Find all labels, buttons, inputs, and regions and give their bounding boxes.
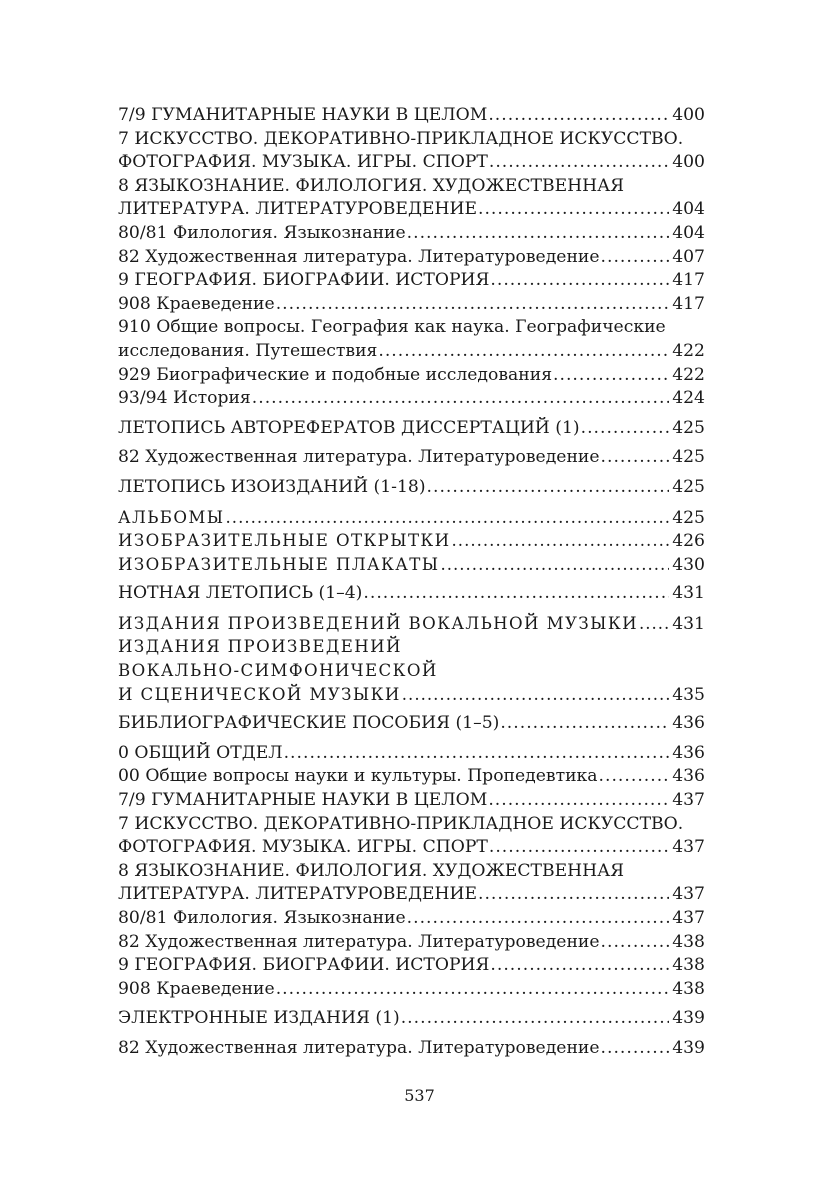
dot-leader [284,742,670,766]
toc-entry[interactable] [118,529,705,553]
toc-entry-page: 438 [672,955,705,976]
dot-leader [407,907,670,931]
dot-leader [639,612,669,636]
toc-entry[interactable] [118,387,705,411]
toc-entry[interactable] [118,269,705,293]
toc-entry[interactable] [118,712,705,736]
toc-entry-title: 929 Биографические и подобные исследования [118,364,553,385]
toc-entry[interactable] [118,813,705,860]
toc-entry-title: 908 Краеведение [118,293,275,314]
toc-entry-page: 400 [672,105,705,125]
toc-entry-page: 430 [672,554,705,575]
toc-entry-line [118,506,705,530]
dot-leader [440,553,669,577]
toc-entry-line [118,446,705,470]
toc-entry-line [118,612,705,636]
toc-entry-title: ЛЕТОПИСЬ АВТОРЕФЕРАТОВ ДИССЕРТАЦИЙ (1) [118,417,580,438]
toc-entry-page: 425 [672,447,705,468]
toc-entry[interactable] [118,476,705,500]
toc-entry-title: 7 ИСКУССТВО. ДЕКОРАТИВНО-ПРИКЛАДНОЕ ИСКУССТВО. [118,128,684,149]
toc-entry-line [118,907,705,931]
toc-entry-page: 437 [672,884,705,905]
dot-leader [427,476,670,500]
toc-entry-title: 80/81 Филология. Языкознание [118,222,406,243]
toc-entry-title: 908 Краеведение [118,978,275,999]
toc-entry-line [118,789,705,813]
toc-entry-page: 431 [672,613,705,634]
dot-leader [363,582,669,606]
toc-entry-title: ЭЛЕКТРОННЫЕ ИЗДАНИЯ (1) [118,1008,400,1029]
toc-entry[interactable] [118,765,705,789]
toc-entry-page: 438 [672,931,705,952]
dot-leader [489,836,669,860]
toc-entry-title: 82 Художественная литература. Литературоведение [118,931,600,952]
toc-entry-line [118,978,705,1002]
dot-leader [478,198,669,222]
toc-entry-title: 910 Общие вопросы. География как наука. Географические [118,317,666,338]
dot-leader [581,417,670,441]
toc-entry-title: НОТНАЯ ЛЕТОПИСЬ (1–4) [118,583,363,604]
toc-entry[interactable] [118,635,705,706]
toc-entry[interactable] [118,364,705,388]
toc-entry-line [118,293,705,317]
toc-entry[interactable] [118,316,705,363]
toc-entry[interactable] [118,1007,705,1031]
toc-entry-title: И СЦЕНИЧЕСКОЙ МУЗЫКИ [118,684,401,704]
toc-entry[interactable] [118,1037,705,1061]
toc-entry[interactable] [118,104,705,128]
toc-entry-line [118,813,705,837]
toc-entry-line [118,635,705,659]
toc-entry-page: 439 [672,1037,705,1058]
toc-entry-line [118,659,705,683]
toc-entry-line [118,476,705,500]
toc-entry-title: 00 Общие вопросы науки и культуры. Пропедевтика [118,766,598,787]
toc-entry-line [118,364,705,388]
dot-leader [599,765,670,789]
toc-entry-title: АЛЬБОМЫ [118,507,225,527]
dot-leader [500,712,669,736]
toc-entry[interactable] [118,789,705,813]
toc-entry-title: 9 ГЕОГРАФИЯ. БИОГРАФИИ. ИСТОРИЯ [118,955,490,976]
toc-entry-line [118,151,705,175]
dot-leader [488,104,669,128]
toc-entry-page: 422 [672,340,705,361]
toc-entry-title: 93/94 История [118,388,251,409]
dot-leader [252,387,669,411]
toc-entry[interactable] [118,506,705,530]
toc-entry[interactable] [118,128,705,175]
toc-entry-title: 8 ЯЗЫКОЗНАНИЕ. ФИЛОЛОГИЯ. ХУДОЖЕСТВЕННАЯ [118,175,624,196]
toc-entry[interactable] [118,931,705,955]
dot-leader [378,340,669,364]
toc-entry[interactable] [118,612,705,636]
toc-entry-title: 8 ЯЗЫКОЗНАНИЕ. ФИЛОЛОГИЯ. ХУДОЖЕСТВЕННАЯ [118,860,624,881]
toc-entry-page: 436 [672,713,705,734]
dot-leader [226,506,670,530]
toc-entry-page: 417 [672,293,705,314]
toc-entry-line [118,712,705,736]
dot-leader [489,151,669,175]
toc-entry-page: 417 [672,270,705,291]
toc-entry-line [118,553,705,577]
toc-entry-title: 7/9 ГУМАНИТАРНЫЕ НАУКИ В ЦЕЛОМ [118,790,488,811]
dot-leader [601,1037,670,1061]
toc-entry-line [118,417,705,441]
toc-entry-title: ФОТОГРАФИЯ. МУЗЫКА. ИГРЫ. СПОРТ [118,837,488,858]
toc-entry-title: исследования. Путешествия [118,340,378,361]
toc-entry-line [118,883,705,907]
toc-entry-page: 400 [672,152,705,173]
toc-entry-line [118,269,705,293]
toc-entry[interactable] [118,417,705,441]
toc-entry-title: ЛЕТОПИСЬ ИЗОИЗДАНИЙ (1-18) [118,476,426,497]
toc-entry-page: 436 [672,742,705,763]
toc-entry-line [118,1037,705,1061]
toc-entry[interactable] [118,553,705,577]
dot-leader [452,529,670,553]
toc-entry-title: 82 Художественная литература. Литературоведение [118,246,600,267]
toc-entry-title: ИЗДАНИЯ ПРОИЗВЕДЕНИЙ [118,637,402,657]
toc-entry-page: 437 [672,837,705,858]
toc-entry-title: ИЗДАНИЯ ПРОИЗВЕДЕНИЙ ВОКАЛЬНОЙ МУЗЫКИ [118,613,638,633]
toc-entry-title: 7/9 ГУМАНИТАРНЫЕ НАУКИ В ЦЕЛОМ [118,105,488,125]
toc-entry-title: 9 ГЕОГРАФИЯ. БИОГРАФИИ. ИСТОРИЯ [118,270,490,291]
toc-entry-title: ВОКАЛЬНО-СИМФОНИЧЕСКОЙ [118,661,438,681]
toc-entry-title: 82 Художественная литература. Литературоведение [118,1037,600,1058]
toc-entry-title: БИБЛИОГРАФИЧЕСКИЕ ПОСОБИЯ (1–5) [118,713,500,734]
dot-leader [276,293,670,317]
toc-entry-page: 407 [672,246,705,267]
toc-entry-title: ЛИТЕРАТУРА. ЛИТЕРАТУРОВЕДЕНИЕ [118,884,477,905]
toc-entry[interactable] [118,446,705,470]
toc-entry[interactable] [118,860,705,907]
toc-entry-page: 439 [672,1008,705,1029]
toc-entry-title: ЛИТЕРАТУРА. ЛИТЕРАТУРОВЕДЕНИЕ [118,199,477,220]
toc-entry-page: 435 [672,684,705,705]
toc-entry-page: 424 [672,388,705,409]
toc-entry-page: 425 [672,417,705,438]
toc-entry[interactable] [118,954,705,978]
toc-entry-line [118,1007,705,1031]
toc-entry-line [118,104,705,128]
toc-entry[interactable] [118,978,705,1002]
toc-entry-page: 437 [672,790,705,811]
dot-leader [401,1007,669,1031]
toc-entry-line [118,128,705,152]
dot-leader [601,446,670,470]
toc-entry-line [118,582,705,606]
toc-entry[interactable] [118,222,705,246]
page-number: 537 [404,1086,435,1105]
toc-entry-page: 431 [672,583,705,604]
toc-entry-line [118,765,705,789]
dot-leader [402,683,669,707]
toc-entry[interactable] [118,293,705,317]
toc-entry-page: 436 [672,766,705,787]
toc-entry[interactable] [118,907,705,931]
toc-entry-page: 404 [672,222,705,243]
dot-leader [601,246,670,270]
dot-leader [601,931,670,955]
toc-entry-title: 0 ОБЩИЙ ОТДЕЛ [118,742,283,763]
table-of-contents [118,104,705,1061]
toc-entry[interactable] [118,582,705,606]
toc-entry-line [118,316,705,340]
toc-entry-title: ИЗОБРАЗИТЕЛЬНЫЕ ОТКРЫТКИ [118,531,451,551]
dot-leader [553,364,669,388]
toc-entry-line [118,931,705,955]
toc-entry[interactable] [118,742,705,766]
toc-entry-line [118,529,705,553]
toc-entry-line [118,222,705,246]
toc-entry-title: 7 ИСКУССТВО. ДЕКОРАТИВНО-ПРИКЛАДНОЕ ИСКУССТВО. [118,813,684,834]
toc-entry-title: 80/81 Филология. Языкознание [118,908,406,928]
toc-entry-page: 426 [672,531,705,552]
toc-entry-line [118,860,705,884]
toc-entry-line [118,198,705,222]
toc-entry[interactable] [118,175,705,222]
dot-leader [490,954,669,978]
toc-entry-page: 437 [672,908,705,928]
toc-entry-page: 404 [672,199,705,220]
toc-entry-title: 82 Художественная литература. Литературоведение [118,447,600,468]
toc-entry-line [118,175,705,199]
toc-entry[interactable] [118,246,705,270]
toc-entry-line [118,340,705,364]
dot-leader [276,978,670,1002]
toc-entry-page: 422 [672,364,705,385]
toc-entry-page: 425 [672,507,705,528]
dot-leader [407,222,670,246]
toc-entry-title: ИЗОБРАЗИТЕЛЬНЫЕ ПЛАКАТЫ [118,554,440,574]
dot-leader [478,883,669,907]
toc-entry-page: 425 [672,476,705,497]
toc-entry-line [118,683,705,707]
toc-entry-line [118,836,705,860]
toc-entry-line [118,954,705,978]
toc-entry-line [118,387,705,411]
dot-leader [490,269,669,293]
toc-entry-title: ФОТОГРАФИЯ. МУЗЫКА. ИГРЫ. СПОРТ [118,152,488,173]
toc-entry-line [118,246,705,270]
toc-entry-line [118,742,705,766]
toc-entry-page: 438 [672,978,705,999]
dot-leader [488,789,669,813]
